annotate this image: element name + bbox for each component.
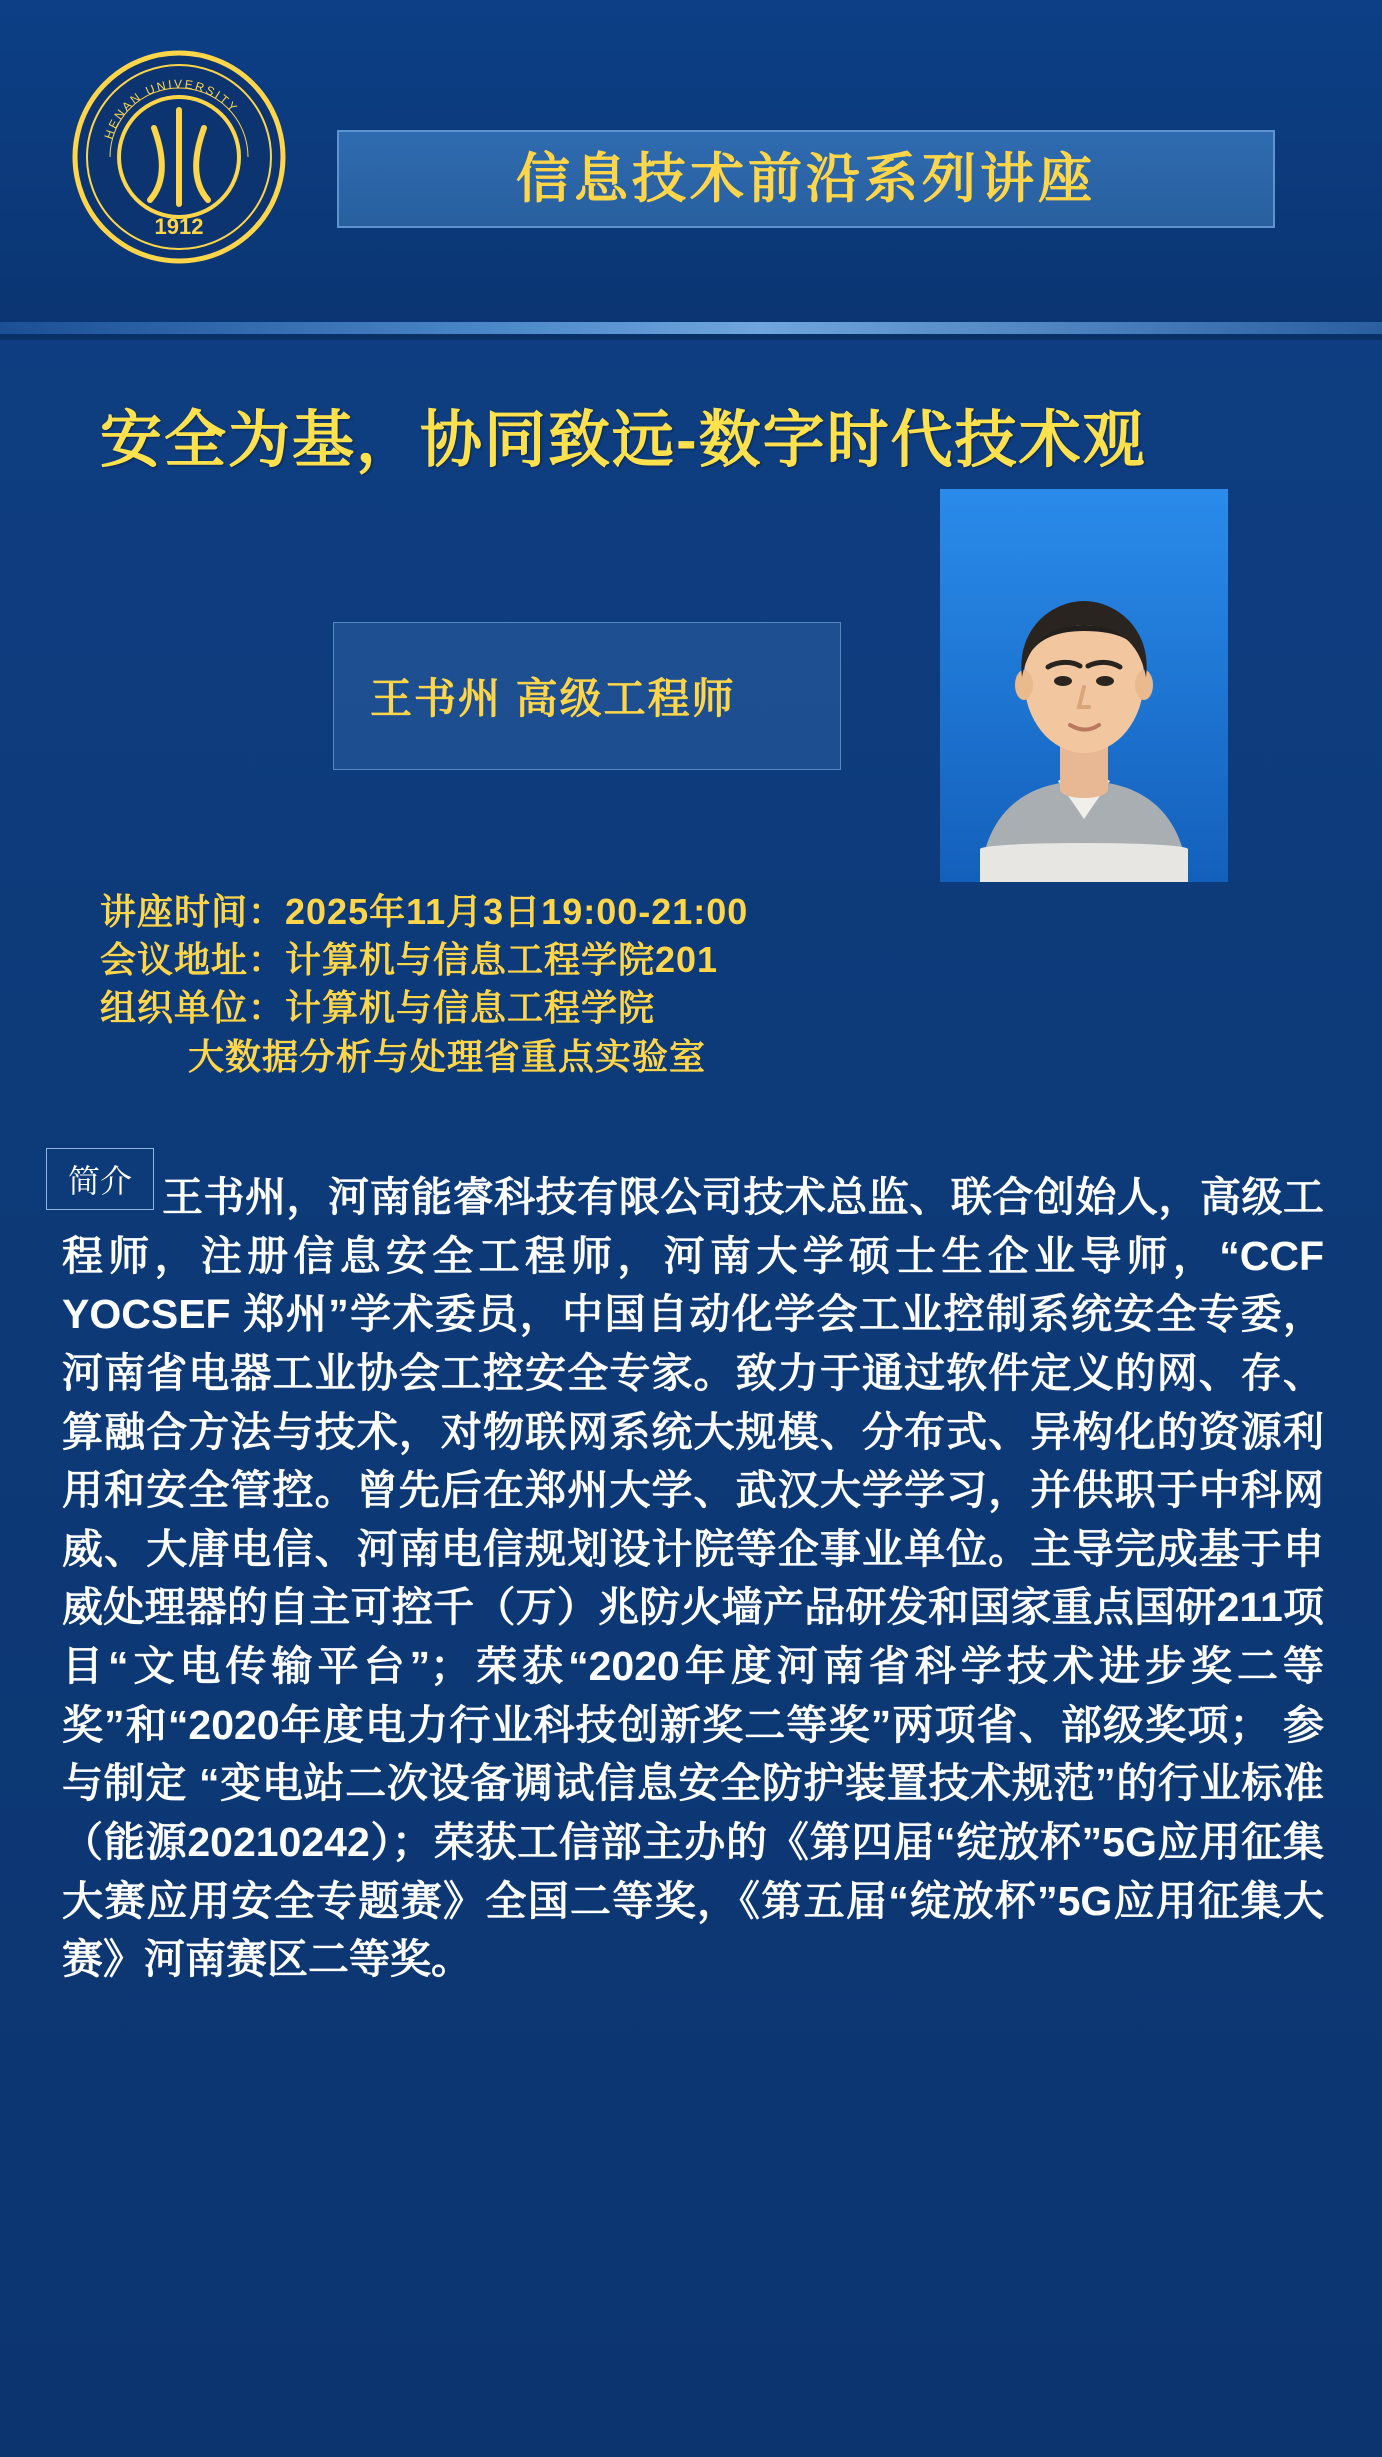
detail-label-time: 讲座时间： [100, 891, 286, 932]
series-title-text: 信息技术前沿系列讲座 [516, 149, 1096, 209]
detail-value-organizer: 计算机与信息工程学院 [285, 987, 656, 1029]
bio-text: 王书州，河南能睿科技有限公司技术总监、联合创始人，高级工程师，注册信息安全工程师，河南大学硕士生企业导师，“CCF YOCSEF 郑州”学术委员，中国自动化学会工业控制系统安全专委，河南省电器工业协会工控安全专家。致力于通过软件定义的网、存、算融合方法与技术，对物联网系统大规模、分布式、异构化的资源利用和安全管控。曾先后在郑州大学、武汉大学学习，并供职于中科网威、大唐电信、河南电信规划设计院等企事业单位。主导完成基于申威处理器的自主可控千（万）兆防火墙产品研发和国家重点国研211项目“文电传输平台”；荣获“2020年度河南省科学技术进步奖二等奖”和“2020年度电力行业科技创新奖二等奖”两项省、部级奖项； 参与制定 “变电站二次设备调试信息安全防护装置技术规范”的行业标准（能源20210242）；荣获工信部主办的《第四届“绽放杯”5G应用征集大赛应用安全专题赛》全国二等奖，《第五届“绽放杯”5G应用征集大赛》河南赛区二等奖。 [62, 1174, 1324, 1983]
lecture-details [100, 888, 1200, 1081]
svg-text:1912: 1912 [154, 214, 204, 239]
speaker-name-text: 王书州 高级工程师 [370, 675, 736, 722]
henan-university-emblem-icon [70, 48, 288, 266]
header-divider [0, 322, 1382, 334]
lecture-title: 安全为基，协同致远-数字时代技术观 [100, 406, 1147, 475]
detail-value-venue: 计算机与信息工程学院201 [285, 939, 719, 981]
svg-text:HENAN UNIVERSITY: HENAN UNIVERSITY [101, 76, 242, 141]
speaker-portrait [940, 489, 1228, 882]
header-divider-shadow [0, 334, 1382, 340]
speaker-name-box [333, 622, 841, 770]
detail-value-organizer-second: 大数据分析与处理省重点实验室 [188, 1035, 707, 1077]
detail-row-organizer-second [100, 1033, 1200, 1081]
detail-label-venue: 会议地址： [100, 939, 286, 981]
detail-row-time [100, 888, 1200, 936]
detail-value-time: 2025年11月3日19:00-21:00 [285, 891, 749, 932]
poster-header [0, 0, 1382, 330]
detail-label-organizer: 组织单位： [100, 987, 286, 1029]
bio-tag: 简介 [46, 1148, 154, 1210]
detail-row-organizer [100, 984, 1200, 1032]
series-title-band [337, 130, 1275, 228]
detail-row-venue [100, 936, 1200, 984]
